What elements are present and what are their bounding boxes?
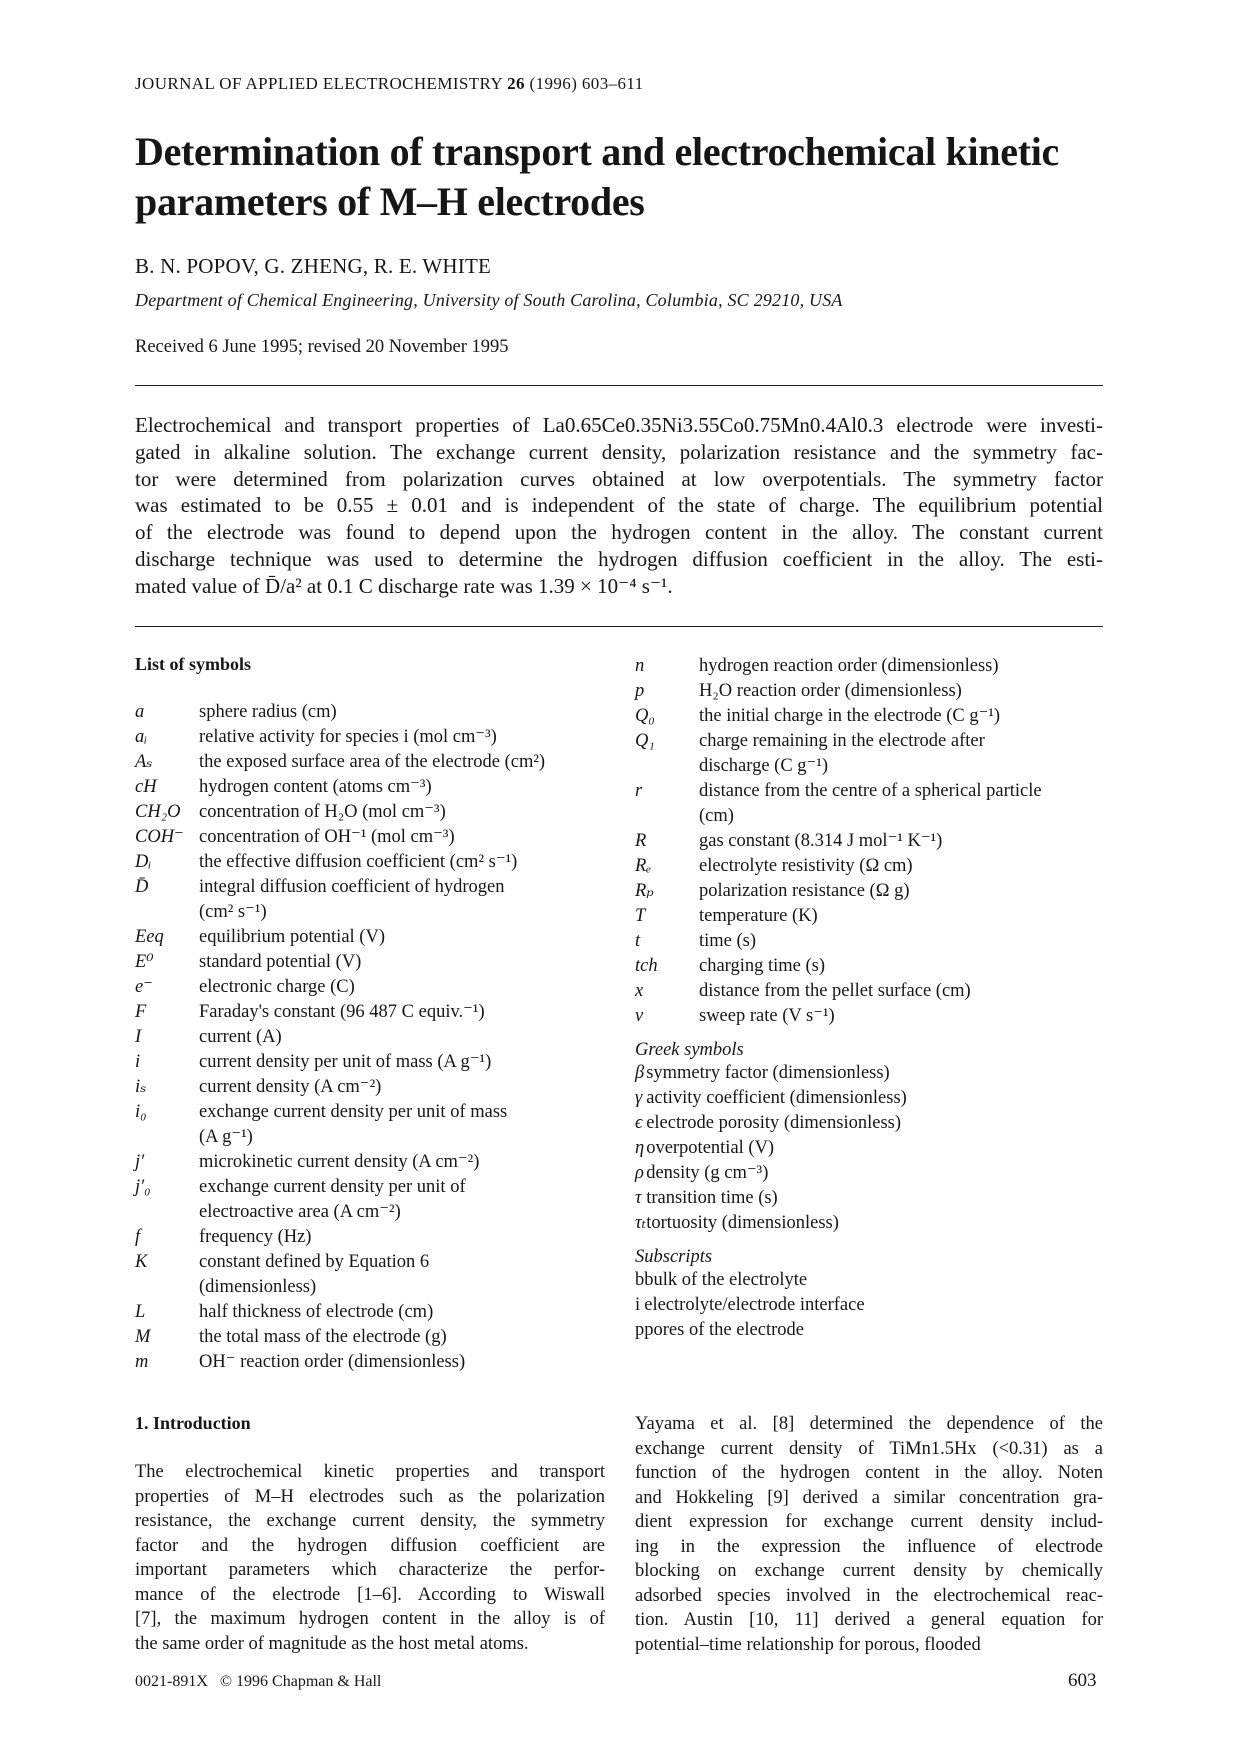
symbol-row xyxy=(635,929,1109,954)
intro-line: The electrochemical kinetic properties and transport xyxy=(135,1462,605,1482)
symbol-row xyxy=(635,1268,865,1293)
symbol-row xyxy=(635,1086,907,1111)
abstract-line: of the electrode was found to depend upon the hydrogen content in the alloy. The constant current xyxy=(135,520,1103,545)
symbol: p xyxy=(635,681,645,701)
symbol: i xyxy=(135,1052,141,1072)
symbol-description: current density per unit of mass (A g⁻¹) xyxy=(199,1052,492,1072)
symbol: Q₁ xyxy=(635,731,655,751)
symbol-description: electrolyte/electrode interface xyxy=(644,1295,865,1315)
journal-issue-info: (1996) 603–611 xyxy=(529,74,644,93)
paper-title: Determination of transport and electrochemical kinetic parameters of M–H electrodes xyxy=(135,129,1059,224)
journal-volume: 26 xyxy=(507,74,525,93)
intro-line: exchange current density of TiMn1.5Hx (<0.31) as a xyxy=(635,1438,1103,1459)
symbol: L xyxy=(135,1302,146,1322)
symbol: v xyxy=(635,1006,644,1026)
symbol-description: current (A) xyxy=(199,1027,282,1047)
symbol-row xyxy=(135,800,629,825)
symbol-description: electrolyte resistivity (Ω cm) xyxy=(699,856,913,876)
symbol-description: (cm² s⁻¹) xyxy=(199,902,267,922)
symbol-description: distance from the centre of a spherical particle xyxy=(699,781,1042,801)
symbol-row xyxy=(135,1300,629,1325)
symbol-description: time (s) xyxy=(699,931,757,951)
symbol-row xyxy=(135,1350,629,1375)
symbol-description: equilibrium potential (V) xyxy=(199,927,385,947)
symbol: n xyxy=(635,656,645,676)
symbol-description: temperature (K) xyxy=(699,906,818,926)
symbol: τₜ xyxy=(635,1213,647,1233)
symbol: K xyxy=(135,1252,148,1272)
symbol-description: hydrogen content (atoms cm⁻³) xyxy=(199,777,432,797)
symbol-description: pores of the electrode xyxy=(644,1320,804,1340)
symbol: β xyxy=(635,1063,645,1083)
symbol: Rₑ xyxy=(635,856,652,876)
symbol-row xyxy=(135,1050,629,1075)
symbol-row xyxy=(135,825,629,850)
symbol: f xyxy=(135,1227,141,1247)
abstract-line: discharge technique was used to determine the hydrogen diffusion coefficient in the alloy. The esti- xyxy=(135,546,1103,571)
intro-line: important parameters which characterize the perfor- xyxy=(135,1560,605,1580)
symbol-row xyxy=(635,804,1109,829)
symbol-description: discharge (C g⁻¹) xyxy=(699,756,829,776)
symbol-row xyxy=(635,1004,1109,1029)
journal-header xyxy=(135,74,644,94)
symbol-description: the effective diffusion coefficient (cm² s⁻¹) xyxy=(199,852,518,872)
symbols-table-right xyxy=(635,654,1109,1029)
symbol-description: standard potential (V) xyxy=(199,952,362,972)
intro-line: function of the hydrogen content in the alloy. Noten xyxy=(635,1463,1103,1483)
symbol-row xyxy=(635,954,1109,979)
abstract-line: Electrochemical and transport properties of La0.65Ce0.35Ni3.55Co0.75Mn0.4Al0.3 electrode were investi- xyxy=(135,413,1103,437)
intro-text-left xyxy=(135,1460,605,1656)
abstract-line: gated in alkaline solution. The exchange current density, polarization resistance and the symmetry fac- xyxy=(135,439,1103,464)
symbol-row xyxy=(135,850,629,875)
symbol: b xyxy=(635,1270,645,1290)
symbol-row xyxy=(135,975,629,1000)
intro-line: adsorbed species involved in the electrochemical reac- xyxy=(635,1585,1103,1606)
symbol-description: electroactive area (A cm⁻²) xyxy=(199,1202,401,1222)
symbol xyxy=(135,1125,199,1150)
symbol-row xyxy=(635,1293,865,1318)
symbol-description: tortuosity (dimensionless) xyxy=(646,1213,839,1233)
symbol: M xyxy=(135,1327,151,1347)
symbol-description: current density (A cm⁻²) xyxy=(199,1077,382,1097)
symbol: F xyxy=(135,1002,147,1022)
symbol-row xyxy=(135,1225,629,1250)
symbol-row xyxy=(135,1150,629,1175)
symbol-description: charging time (s) xyxy=(699,956,826,976)
symbol: ϵ xyxy=(635,1113,643,1133)
symbol: p xyxy=(635,1320,645,1340)
page-number: 603 xyxy=(1068,1670,1097,1691)
symbol: m xyxy=(135,1352,149,1372)
symbol-description: electronic charge (C) xyxy=(199,977,355,997)
abstract-line: mated value of D̄/a² at 0.1 C discharge rate was 1.39 × 10⁻⁴ s⁻¹. xyxy=(135,573,673,598)
symbol-description: the initial charge in the electrode (C g⁻¹) xyxy=(699,706,1001,726)
symbol-description: transition time (s) xyxy=(646,1188,778,1208)
symbol: τ xyxy=(635,1188,642,1208)
symbol: T xyxy=(635,906,646,926)
symbol: r xyxy=(635,781,643,801)
symbol-row xyxy=(135,1125,629,1150)
symbol: iₛ xyxy=(135,1077,147,1097)
intro-line: potential–time relationship for porous, flooded xyxy=(635,1634,981,1655)
symbol-description: overpotential (V) xyxy=(646,1138,775,1158)
symbol: j′ xyxy=(135,1152,145,1172)
symbol-description: the total mass of the electrode (g) xyxy=(199,1327,447,1347)
symbol-description: exchange current density per unit of xyxy=(199,1177,466,1197)
symbol-row xyxy=(635,1186,907,1211)
symbol xyxy=(135,900,199,925)
symbol-description: Faraday's constant (96 487 C equiv.⁻¹) xyxy=(199,1002,485,1022)
symbol-description: exchange current density per unit of mass xyxy=(199,1102,508,1122)
symbol-row xyxy=(635,654,1109,679)
symbol: R xyxy=(635,831,647,851)
symbol-row xyxy=(135,1325,629,1350)
symbol-row xyxy=(635,829,1109,854)
symbol: Q₀ xyxy=(635,706,655,726)
symbol-row xyxy=(135,925,629,950)
symbol-row xyxy=(135,1025,629,1050)
symbol: Dᵢ xyxy=(135,852,152,872)
greek-symbols-table xyxy=(635,1061,907,1236)
symbol-row xyxy=(635,779,1109,804)
symbol: Eeq xyxy=(135,927,164,947)
symbol-row xyxy=(135,950,629,975)
section-heading-introduction: 1. Introduction xyxy=(135,1413,251,1433)
intro-line: Yayama et al. [8] determined the dependence of the xyxy=(635,1414,1103,1434)
symbol-row xyxy=(135,700,629,725)
symbol-description: half thickness of electrode (cm) xyxy=(199,1302,434,1322)
symbols-heading: List of symbols xyxy=(135,654,252,674)
symbol-description: electrode porosity (dimensionless) xyxy=(646,1113,902,1133)
symbol-row xyxy=(635,1211,907,1236)
symbol-description: sweep rate (V s⁻¹) xyxy=(699,1006,835,1026)
symbol-description: integral diffusion coefficient of hydrogen xyxy=(199,877,505,897)
symbol: j′₀ xyxy=(135,1177,151,1197)
greek-symbols-heading: Greek symbols xyxy=(635,1040,744,1060)
symbol-description: relative activity for species i (mol cm⁻³) xyxy=(199,727,497,747)
symbol: COH⁻ xyxy=(135,827,184,847)
symbol xyxy=(635,754,699,779)
symbol-description: (dimensionless) xyxy=(199,1277,317,1297)
symbol-description: charge remaining in the electrode after xyxy=(699,731,985,751)
symbol xyxy=(135,1200,199,1225)
symbol: CH₂O xyxy=(135,802,181,822)
symbol: i₀ xyxy=(135,1102,147,1122)
symbol: E⁰ xyxy=(135,952,154,972)
intro-line: ing in the expression the influence of electrode xyxy=(635,1536,1103,1557)
symbol-description: OH⁻ reaction order (dimensionless) xyxy=(199,1352,466,1372)
symbol: cH xyxy=(135,777,157,797)
intro-text-right xyxy=(635,1412,1103,1657)
symbol-description: constant defined by Equation 6 xyxy=(199,1252,430,1272)
abstract xyxy=(135,412,1103,600)
symbol-description: hydrogen reaction order (dimensionless) xyxy=(699,656,999,676)
symbol-description: (A g⁻¹) xyxy=(199,1127,253,1147)
symbol: i xyxy=(635,1295,641,1315)
symbol: tch xyxy=(635,956,658,976)
symbol-row xyxy=(135,1000,629,1025)
symbol-row xyxy=(135,1175,629,1200)
symbol-row xyxy=(635,1061,907,1086)
symbol xyxy=(635,804,699,829)
symbol-row xyxy=(635,979,1109,1004)
symbol-description: bulk of the electrolyte xyxy=(644,1270,808,1290)
symbol-row xyxy=(635,754,1109,779)
symbol: Aₛ xyxy=(135,752,153,772)
abstract-line: tor were determined from polarization curves obtained at low overpotentials. The symmetry factor xyxy=(135,466,1103,491)
intro-line: mance of the electrode [1–6]. According to Wiswall xyxy=(135,1584,605,1605)
symbol: aᵢ xyxy=(135,727,148,747)
intro-line: blocking on exchange current density by chemically xyxy=(635,1561,1103,1581)
symbol: ρ xyxy=(635,1163,644,1183)
symbol-row xyxy=(135,725,629,750)
intro-line: [7], the maximum hydrogen content in the alloy is of xyxy=(135,1609,605,1629)
symbol-row xyxy=(635,879,1109,904)
symbol-row xyxy=(135,900,629,925)
symbol-row xyxy=(135,1275,629,1300)
symbol-row xyxy=(635,904,1109,929)
symbol: D̄ xyxy=(135,877,149,897)
divider-top xyxy=(135,385,1103,386)
intro-line: resistance, the exchange current density, the symmetry xyxy=(135,1511,605,1531)
symbol-row xyxy=(635,1136,907,1161)
symbol-row xyxy=(635,854,1109,879)
divider-bottom xyxy=(135,626,1103,627)
intro-line: tion. Austin [10, 11] derived a general equation for xyxy=(635,1610,1103,1630)
symbol-row xyxy=(635,679,1109,704)
symbol-row xyxy=(635,729,1109,754)
symbol: Rₚ xyxy=(635,881,654,901)
symbol: a xyxy=(135,702,145,722)
symbol-row xyxy=(635,704,1109,729)
received-date: Received 6 June 1995; revised 20 November 1995 xyxy=(135,337,509,357)
symbols-table-left xyxy=(135,700,629,1375)
symbol-row xyxy=(135,775,629,800)
symbol-description: symmetry factor (dimensionless) xyxy=(646,1063,890,1083)
symbol-description: distance from the pellet surface (cm) xyxy=(699,981,971,1001)
subscripts-heading: Subscripts xyxy=(635,1247,713,1267)
symbol-description: concentration of OH⁻¹ (mol cm⁻³) xyxy=(199,827,455,847)
symbol-row xyxy=(135,1250,629,1275)
symbol: x xyxy=(635,981,644,1001)
author-list: B. N. POPOV, G. ZHENG, R. E. WHITE xyxy=(135,254,492,278)
symbol xyxy=(135,1275,199,1300)
symbol-row xyxy=(135,1200,629,1225)
symbol: I xyxy=(135,1027,142,1047)
intro-line: factor and the hydrogen diffusion coefficient are xyxy=(135,1535,605,1556)
footer-copyright xyxy=(135,1673,381,1691)
affiliation: Department of Chemical Engineering, University of South Carolina, Columbia, SC 29210, USA xyxy=(135,290,843,310)
copyright: © 1996 Chapman & Hall xyxy=(219,1673,382,1690)
issn: 0021-891X xyxy=(135,1673,208,1690)
intro-line: properties of M–H electrodes such as the polarization xyxy=(135,1486,605,1507)
symbol: η xyxy=(635,1138,645,1158)
symbol-row xyxy=(135,1075,629,1100)
symbol-row xyxy=(635,1318,865,1343)
symbol-row xyxy=(635,1161,907,1186)
abstract-line: was estimated to be 0.55 ± 0.01 and is independent of the state of charge. The equilibrium potential xyxy=(135,493,1103,518)
symbol-row xyxy=(135,750,629,775)
journal-name: JOURNAL OF APPLIED ELECTROCHEMISTRY xyxy=(135,74,503,93)
symbol-description: the exposed surface area of the electrode (cm²) xyxy=(199,752,546,772)
symbol-row xyxy=(135,1100,629,1125)
symbol-row xyxy=(135,875,629,900)
symbol-description: microkinetic current density (A cm⁻²) xyxy=(199,1152,480,1172)
symbol-description: (cm) xyxy=(699,806,734,826)
symbol-row xyxy=(635,1111,907,1136)
symbol: γ xyxy=(635,1088,643,1108)
symbol-description: density (g cm⁻³) xyxy=(646,1163,769,1183)
symbol-description: concentration of H₂O (mol cm⁻³) xyxy=(199,802,446,822)
symbol: t xyxy=(635,931,641,951)
symbol: e⁻ xyxy=(135,977,153,997)
symbol-description: sphere radius (cm) xyxy=(199,702,337,722)
intro-line: and Hokkeling [9] derived a similar concentration gra- xyxy=(635,1487,1103,1508)
symbol-description: frequency (Hz) xyxy=(199,1227,312,1247)
symbol-description: polarization resistance (Ω g) xyxy=(699,881,910,901)
symbol-description: H₂O reaction order (dimensionless) xyxy=(699,681,962,701)
intro-line: the same order of magnitude as the host metal atoms. xyxy=(135,1633,529,1654)
symbol-description: gas constant (8.314 J mol⁻¹ K⁻¹) xyxy=(699,831,943,851)
subscripts-table xyxy=(635,1268,865,1343)
symbols-right-column xyxy=(635,654,1109,1343)
intro-line: dient expression for exchange current density includ- xyxy=(635,1512,1103,1532)
symbol-description: activity coefficient (dimensionless) xyxy=(646,1088,907,1108)
